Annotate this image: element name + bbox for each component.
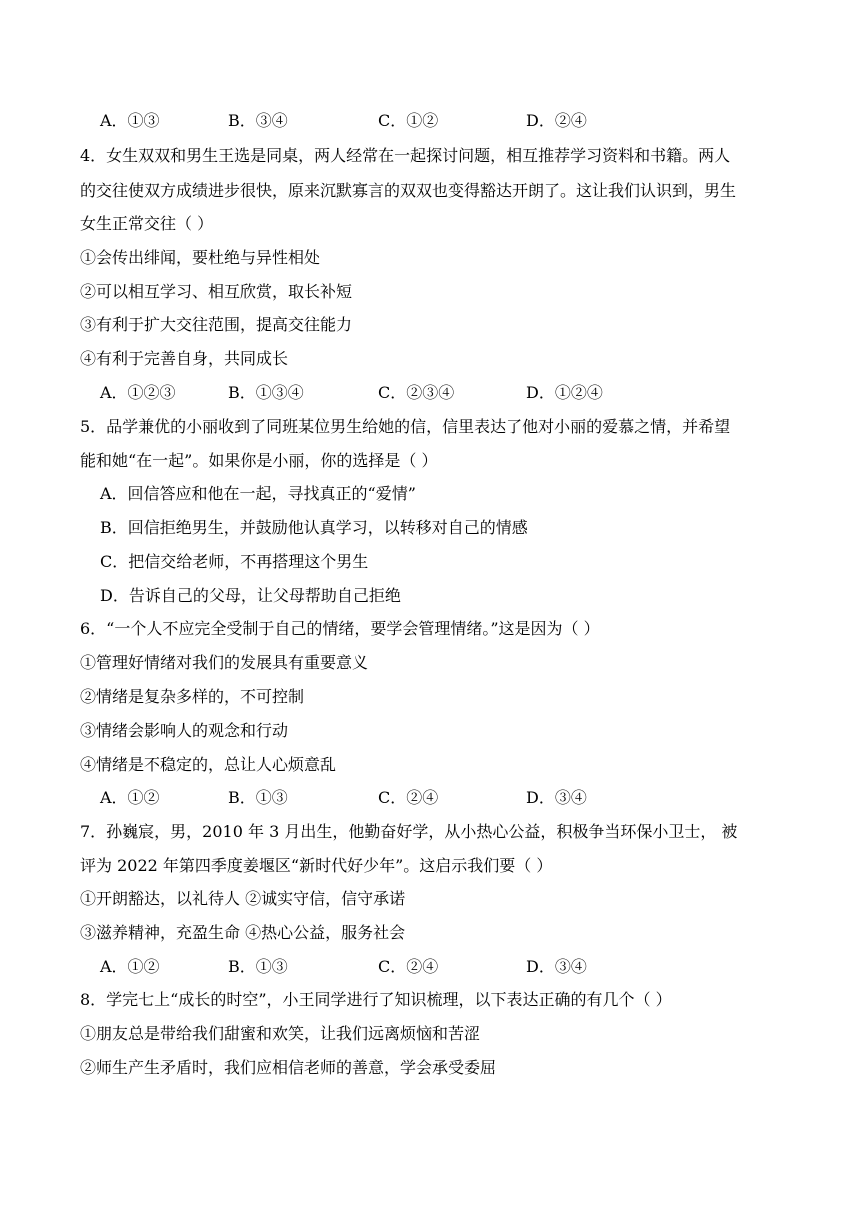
q4-stem-line-2: 的交往使双方成绩进步很快，原来沉默寡言的双双也变得豁达开朗了。这让我们认识到，男生 bbox=[80, 181, 737, 200]
q4-option-c: C．②③④ bbox=[378, 383, 455, 402]
q3-option-d: D．②④ bbox=[526, 111, 587, 130]
q7-option-c: C．②④ bbox=[378, 957, 439, 976]
q4-item-1: ①会传出绯闻，要杜绝与异性相处 bbox=[80, 248, 321, 267]
q4-option-d: D．①②④ bbox=[526, 383, 603, 402]
q7-stem-line-1: 7．孙巍宸，男，2010 年 3 月出生，他勤奋好学，从小热心公益，积极争当环保小卫士， 被 bbox=[80, 822, 738, 841]
q6-item-4: ④情绪是不稳定的，总让人心烦意乱 bbox=[80, 755, 337, 774]
q3-option-c: C．①② bbox=[378, 111, 439, 130]
q6-stem: 6．“一个人不应完全受制于自己的情绪，要学会管理情绪。”这是因为（ ） bbox=[80, 619, 600, 638]
q4-item-3: ③有利于扩大交往范围，提高交往能力 bbox=[80, 315, 353, 334]
q7-stem-line-2: 评为 2022 年第四季度姜堰区“新时代好少年”。这启示我们要（ ） bbox=[80, 856, 553, 875]
q6-item-2: ②情绪是复杂多样的，不可控制 bbox=[80, 687, 305, 706]
q4-stem-line-3: 女生正常交往（ ） bbox=[80, 214, 214, 233]
q4-stem-line-1: 4．女生双双和男生王选是同桌，两人经常在一起探讨问题，相互推荐学习资料和书籍。两人 bbox=[80, 146, 731, 165]
q3-option-a: A．①③ bbox=[100, 111, 160, 130]
q7-option-d: D．③④ bbox=[526, 957, 587, 976]
q4-item-2: ②可以相互学习、相互欣赏，取长补短 bbox=[80, 282, 353, 301]
q6-option-c: C．②④ bbox=[378, 788, 439, 807]
q6-option-d: D．③④ bbox=[526, 788, 587, 807]
q5-stem-line-2: 能和她“在一起”。如果你是小丽，你的选择是（ ） bbox=[80, 451, 438, 470]
q6-option-a: A．①② bbox=[100, 788, 160, 807]
q6-option-b: B．①③ bbox=[228, 788, 288, 807]
q7-option-b: B．①③ bbox=[228, 957, 288, 976]
q3-option-b: B．③④ bbox=[228, 111, 288, 130]
q8-stem: 8．学完七上“成长的时空”，小王同学进行了知识梳理，以下表达正确的有几个（ ） bbox=[80, 990, 672, 1009]
q5-choice-a: A．回信答应和他在一起，寻找真正的“爱情” bbox=[100, 484, 416, 503]
q5-choice-d: D．告诉自己的父母，让父母帮助自己拒绝 bbox=[100, 586, 401, 605]
q5-stem-line-1: 5．品学兼优的小丽收到了同班某位男生给她的信，信里表达了他对小丽的爱慕之情，并希望 bbox=[80, 417, 731, 436]
q5-choice-c: C．把信交给老师，不再搭理这个男生 bbox=[100, 552, 369, 571]
q6-item-3: ③情绪会影响人的观念和行动 bbox=[80, 721, 289, 740]
q4-item-4: ④有利于完善自身，共同成长 bbox=[80, 349, 289, 368]
q6-item-1: ①管理好情绪对我们的发展具有重要意义 bbox=[80, 653, 369, 672]
q4-option-a: A．①②③ bbox=[100, 383, 176, 402]
q7-item-1: ①开朗豁达，以礼待人 ②诚实守信，信守承诺 bbox=[80, 889, 406, 908]
q8-item-2: ②师生产生矛盾时，我们应相信老师的善意，学会承受委屈 bbox=[80, 1058, 497, 1077]
q5-choice-b: B．回信拒绝男生，并鼓励他认真学习，以转移对自己的情感 bbox=[100, 518, 528, 537]
q4-option-b: B．①③④ bbox=[228, 383, 304, 402]
q8-item-1: ①朋友总是带给我们甜蜜和欢笑，让我们远离烦恼和苦涩 bbox=[80, 1024, 481, 1043]
q7-option-a: A．①② bbox=[100, 957, 160, 976]
q7-item-2: ③滋养精神，充盈生命 ④热心公益，服务社会 bbox=[80, 923, 406, 942]
